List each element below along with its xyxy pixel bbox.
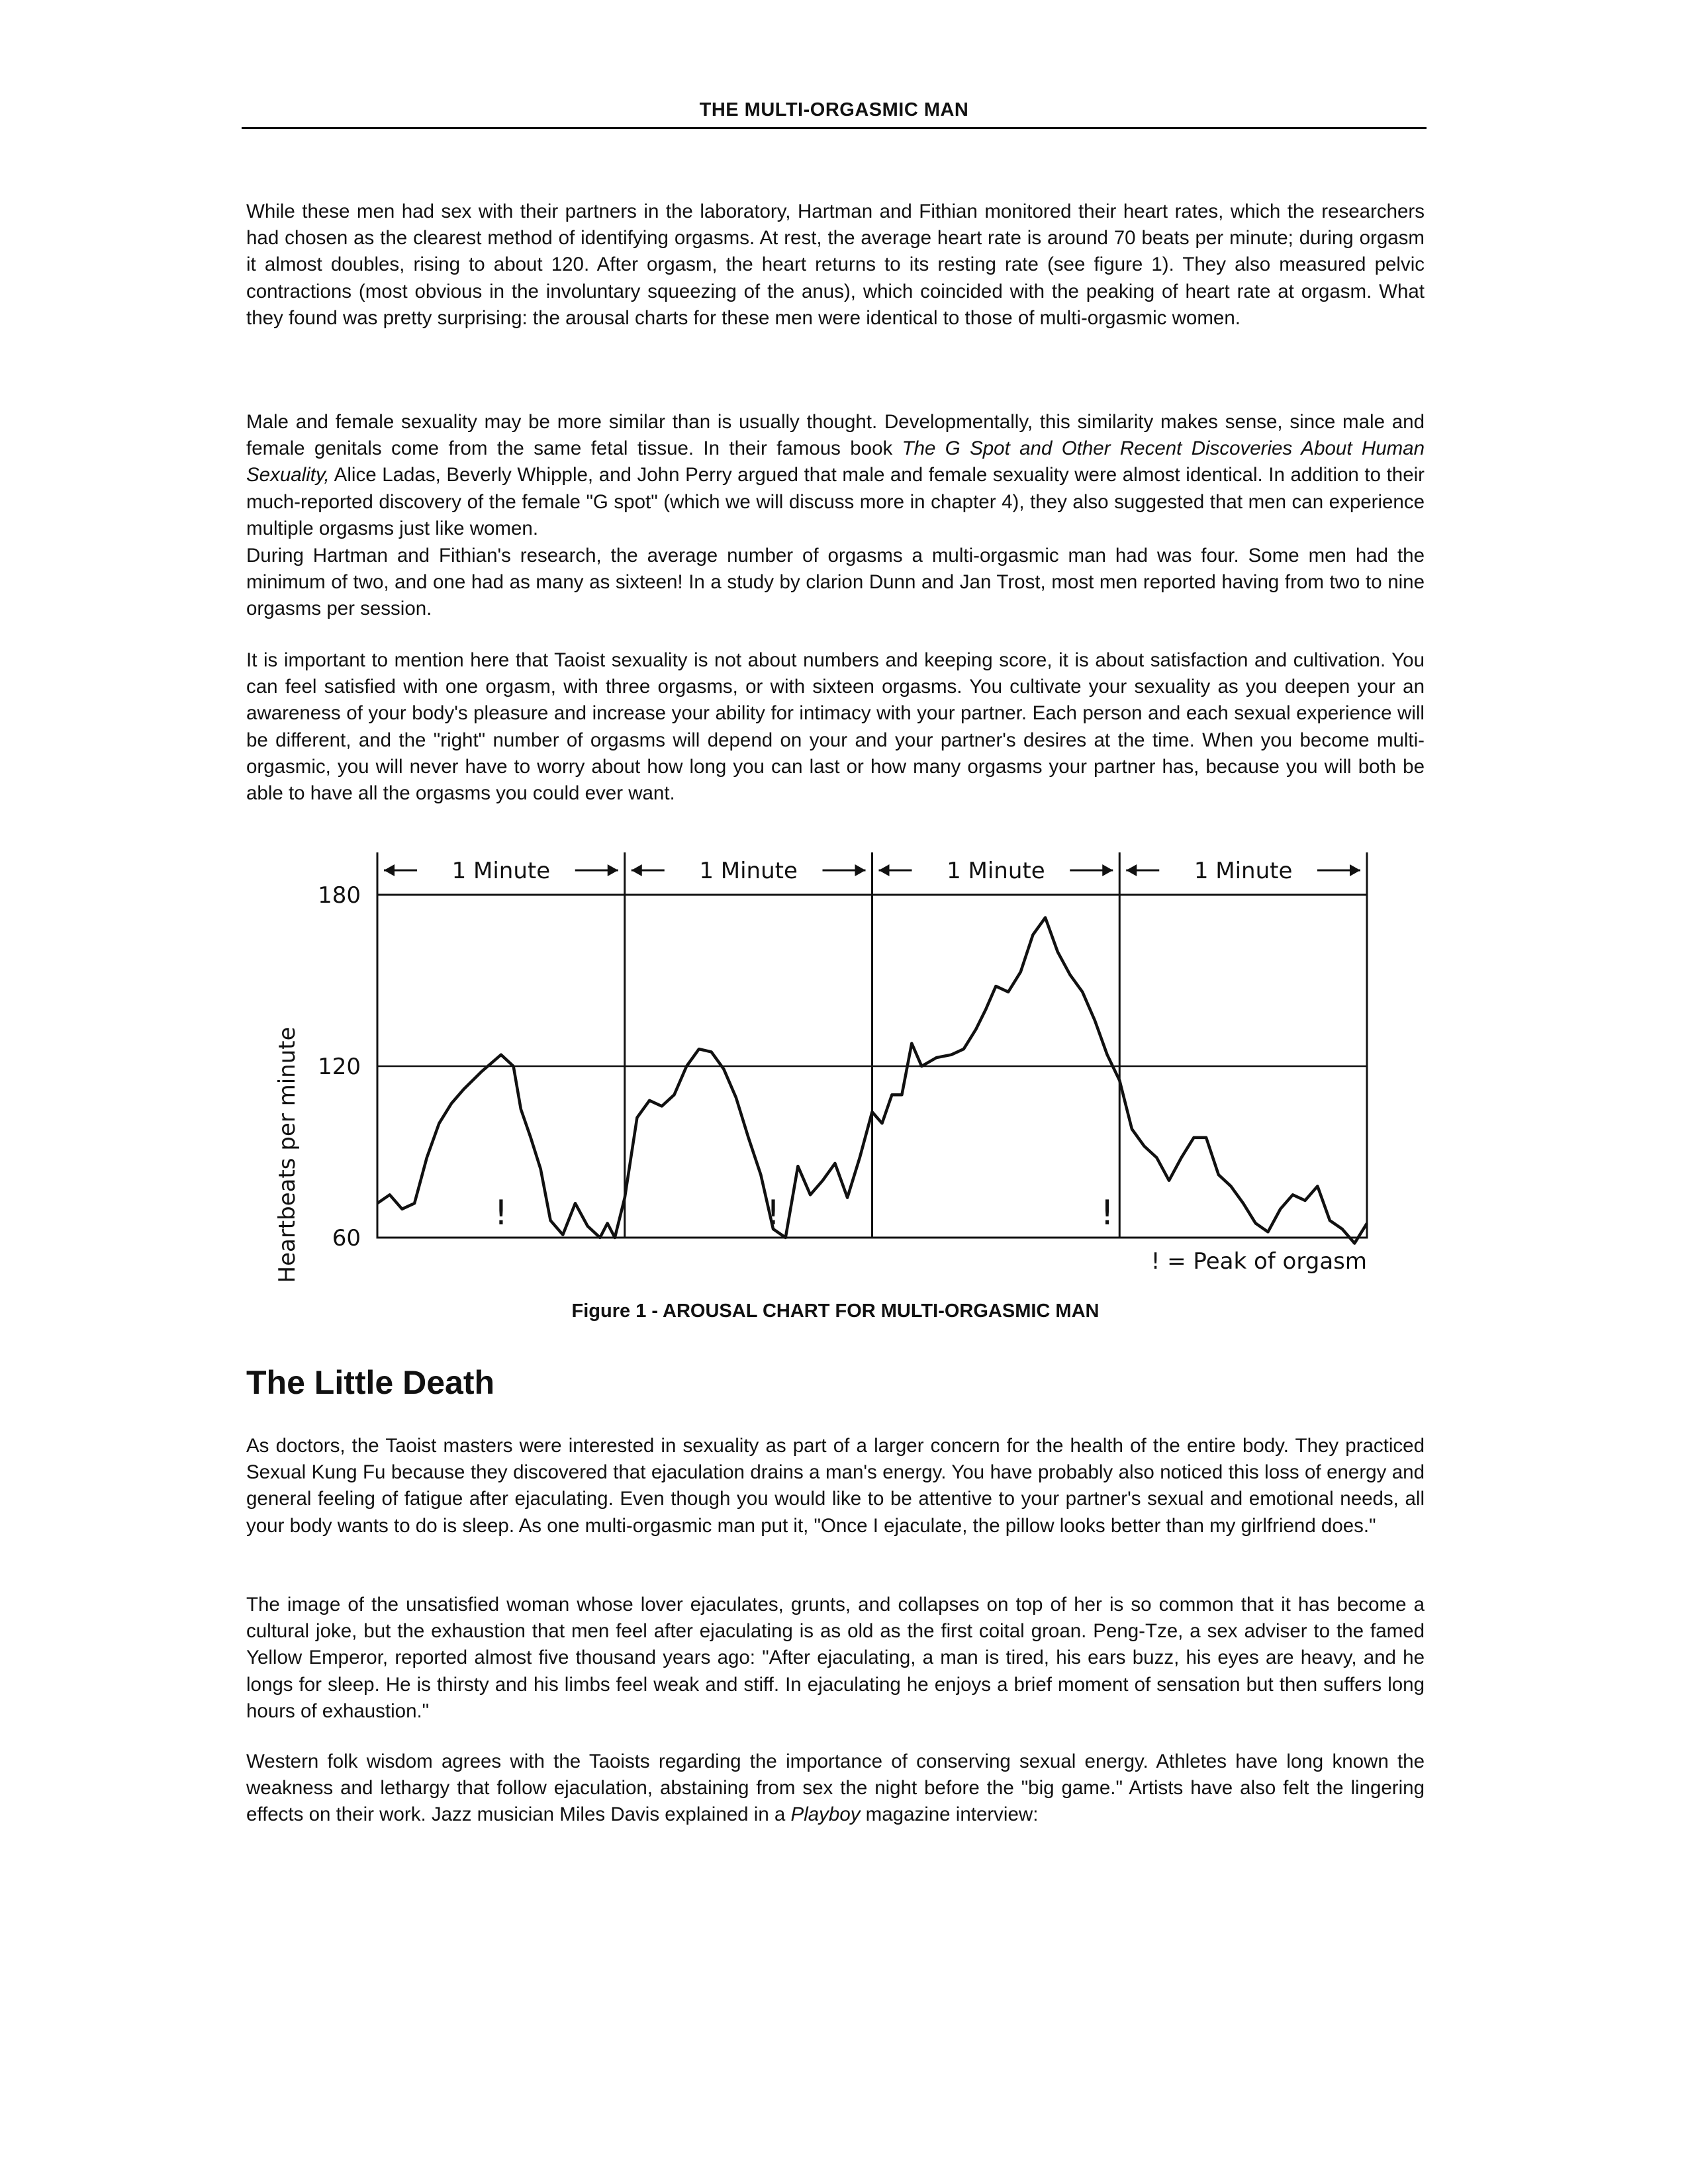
paragraph-2-text-a: Male and female sexuality may be more similar than is usually thought. Developmentally, this similarity makes sense, since male and female genitals come from the same fetal tissue. In their famous book xyxy=(246,411,1425,460)
arrowhead-right-0 xyxy=(608,864,618,876)
header-rule xyxy=(242,127,1427,129)
segment-label-1: 1 Minute xyxy=(699,858,798,884)
magazine-title: Playboy xyxy=(790,1803,861,1826)
arrowhead-left-2 xyxy=(879,864,890,876)
book-title: The G Spot and Other Recent Discoveries About Human Sexuality, xyxy=(246,437,1425,486)
arrowhead-left-3 xyxy=(1126,864,1137,876)
segment-label-2: 1 Minute xyxy=(947,858,1045,884)
paragraph-4: It is important to mention here that Taoist sexuality is not about numbers and keeping score, it is about satisfaction and cultivation. You can feel satisfied with one orgasm, with three orgasms, or with sixteen orgasms. You cultivate your sexuality as you deepen your an awareness of your body's pleasure and increase your ability for intimacy with your partner. Each person and each sexual experience will be different, and the "right" number of orgasms will depend on your and your partner's desires at the time. When you become multi-orgasmic, you will never have to worry about how long you can last or how many orgasms your partner has, because you will both be able to have all the orgasms you could ever want. xyxy=(246,649,1425,805)
paragraph-1: While these men had sex with their partners in the laboratory, Hartman and Fithian monitored their heart rates, which the researchers had chosen as the clearest method of identifying orgasms. At rest, the average heart rate is around 70 beats per minute; during orgasm it almost doubles, rising to about 120. After orgasm, the heart returns to its resting rate (see figure 1). They also measured pelvic contractions (most obvious in the involuntary squeezing of the anus), which coincided with the peaking of heart rate at orgasm. What they found was pretty surprising: the arousal charts for these men were identical to those of multi-orgasmic women. xyxy=(246,201,1425,329)
section-paragraph-3 xyxy=(246,1749,1425,1829)
arrowhead-right-3 xyxy=(1350,864,1360,876)
arrowhead-right-1 xyxy=(855,864,866,876)
segment-label-0: 1 Minute xyxy=(451,858,551,884)
y-axis-label: Heartbeats per minute xyxy=(274,1026,301,1283)
y-tick-label-180: 180 xyxy=(318,882,361,909)
section-paragraph-3-text-b: magazine interview: xyxy=(860,1803,1039,1826)
orgasm-peak-marker-2: ! xyxy=(1100,1193,1114,1233)
legend-peak-of-orgasm: ! = Peak of orgasm xyxy=(1150,1248,1367,1275)
running-header: THE MULTI-ORGASMIC MAN xyxy=(699,99,969,120)
section-paragraph-1: As doctors, the Taoist masters were interested in sexuality as part of a larger concern for the health of the entire body. They practiced Sexual Kung Fu because they discovered that ejaculation drains a man's energy. You have probably also noticed this loss of energy and general feeling of fatigue after ejaculating. Even though you would like to be attentive to your partner's sexual and emotional needs, all your body wants to do is sleep. As one multi-orgasmic man put it, "Once I ejaculate, the pillow looks better than my girlfriend does." xyxy=(246,1435,1425,1537)
arrowhead-right-2 xyxy=(1102,864,1113,876)
section-paragraph-2: The image of the unsatisfied woman whose lover ejaculates, grunts, and collapses on top of her is so common that it has become a cultural joke, but the exhaustion that men feel after ejaculating is as old as the first coital groan. Peng-Tze, a sex adviser to the famed Yellow Emperor, reported almost five thousand years ago: "After ejaculating, a man is tired, his ears buzz, his eyes are heavy, and he longs for sleep. He is thirsty and his limbs feel weak and stiff. In ejaculating he enjoys a brief moment of sensation but then suffers long hours of exhaustion." xyxy=(246,1594,1425,1722)
paragraph-3: During Hartman and Fithian's research, the average number of orgasms a multi-orgasmic man had was four. Some men had the minimum of two, and one had as many as sixteen! In a study by clarion Dunn and Jan Trost, most men reported having from two to nine orgasms per session. xyxy=(246,545,1425,620)
paragraph-2 xyxy=(246,409,1425,542)
orgasm-peak-marker-1: ! xyxy=(766,1193,780,1233)
paragraph-2-text-b: Alice Ladas, Beverly Whipple, and John Perry argued that male and female sexuality were almost identical. In addition to their much-reported discovery of the female "G spot" (which we will discuss more in chapter 4), they also suggested that men can experience multiple orgasms just like women. xyxy=(246,464,1425,539)
orgasm-peak-marker-0: ! xyxy=(494,1193,508,1233)
arrowhead-left-1 xyxy=(632,864,642,876)
arrowhead-left-0 xyxy=(384,864,395,876)
section-paragraph-3-text-a: Western folk wisdom agrees with the Taoists regarding the importance of conserving sexual energy. Athletes have long known the weakness and lethargy that follow ejaculation, abstaining from sex the night before the "big game." Artists have also felt the lingering effects on their work. Jazz musician Miles Davis explained in a xyxy=(246,1751,1425,1826)
section-title: The Little Death xyxy=(246,1364,495,1401)
y-tick-label-120: 120 xyxy=(318,1054,361,1080)
segment-label-3: 1 Minute xyxy=(1194,858,1293,884)
arousal-chart xyxy=(265,841,1390,1291)
y-tick-label-60: 60 xyxy=(332,1225,361,1251)
figure-caption: Figure 1 - AROUSAL CHART FOR MULTI-ORGASMIC MAN xyxy=(571,1300,1100,1322)
